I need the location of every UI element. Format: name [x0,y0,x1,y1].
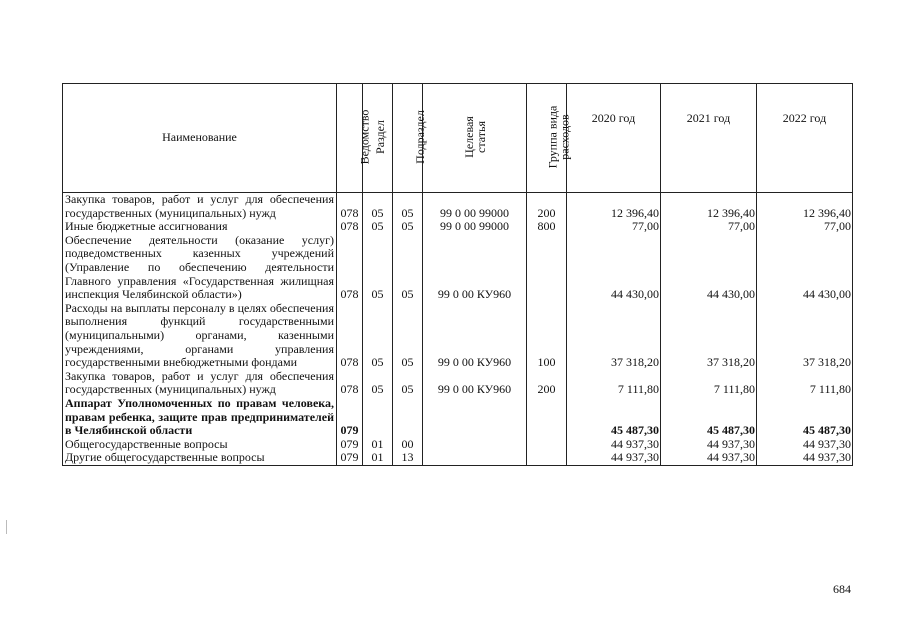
row-target: 99 0 00 КУ960 [423,302,527,370]
row-subsection: 05 [393,234,423,302]
row-2022: 77,00 [757,220,853,234]
row-2022: 12 396,40 [757,193,853,221]
row-subsection: 05 [393,370,423,397]
row-2021: 44 937,30 [661,451,757,465]
row-2022: 44 430,00 [757,234,853,302]
row-dept: 078 [337,220,363,234]
header-subsection: Подраздел [393,84,423,193]
page-number: 684 [833,582,851,596]
row-section [363,397,393,438]
row-dept: 078 [337,234,363,302]
row-section: 05 [363,370,393,397]
row-group [527,234,567,302]
row-2020: 12 396,40 [567,193,661,221]
row-target: 99 0 00 КУ960 [423,234,527,302]
table-row [63,302,853,370]
row-dept: 078 [337,193,363,221]
row-target: 99 0 00 КУ960 [423,370,527,397]
row-section: 01 [363,438,393,452]
row-name: Общегосударственные вопросы [63,438,337,452]
row-dept: 079 [337,438,363,452]
row-2022: 44 937,30 [757,438,853,452]
row-2020: 7 111,80 [567,370,661,397]
row-target [423,438,527,452]
row-group [527,397,567,438]
row-name: Другие общегосударственные вопросы [63,451,337,465]
row-2021: 37 318,20 [661,302,757,370]
row-name: Обеспечение деятельности (оказание услуг) подведомственных казенных учреждений (Управление по обеспечению деятельности Главного управления «Государственная жилищная инспекция Челябинской области») [63,234,337,302]
header-2020: 2020 год [567,84,661,193]
row-dept: 079 [337,451,363,465]
row-name: Расходы на выплаты персоналу в целях обеспечения выполнения функций государственными (муниципальными) органами, казенными учреждениями, органами управления государственными внебюджетными фондами [63,302,337,370]
row-section: 01 [363,451,393,465]
row-section: 05 [363,193,393,221]
row-subsection: 05 [393,220,423,234]
scan-edge-mark [6,520,7,534]
row-2020: 45 487,30 [567,397,661,438]
table-row [63,234,853,302]
row-group [527,451,567,465]
row-subsection: 13 [393,451,423,465]
row-group: 200 [527,193,567,221]
row-2021: 12 396,40 [661,193,757,221]
row-2021: 45 487,30 [661,397,757,438]
row-group [527,438,567,452]
header-target: Целевая статья [423,84,527,193]
header-dept: Ведомство [337,84,363,193]
row-section: 05 [363,302,393,370]
table-row [63,370,853,397]
row-name: Закупка товаров, работ и услуг для обеспечения государственных (муниципальных) нужд [63,370,337,397]
row-section: 05 [363,234,393,302]
row-dept: 078 [337,370,363,397]
row-subsection: 05 [393,302,423,370]
row-2022: 37 318,20 [757,302,853,370]
row-2022: 45 487,30 [757,397,853,438]
row-dept: 078 [337,302,363,370]
table-row [63,193,853,221]
row-2020: 44 430,00 [567,234,661,302]
row-2020: 44 937,30 [567,451,661,465]
row-target [423,451,527,465]
row-target: 99 0 00 99000 [423,193,527,221]
row-target [423,397,527,438]
row-name: Аппарат Уполномоченных по правам человека, правам ребенка, защите прав предпринимателей в Челябинской области [63,397,337,438]
row-group: 200 [527,370,567,397]
row-subsection: 00 [393,438,423,452]
row-target: 99 0 00 99000 [423,220,527,234]
row-name: Иные бюджетные ассигнования [63,220,337,234]
row-2021: 77,00 [661,220,757,234]
table-row [63,451,853,465]
table-row [63,397,853,438]
header-name: Наименование [63,84,337,193]
row-2020: 77,00 [567,220,661,234]
row-2021: 7 111,80 [661,370,757,397]
row-2021: 44 937,30 [661,438,757,452]
row-2020: 37 318,20 [567,302,661,370]
row-2020: 44 937,30 [567,438,661,452]
row-section: 05 [363,220,393,234]
header-2022: 2022 год [757,84,853,193]
row-2021: 44 430,00 [661,234,757,302]
row-subsection: 05 [393,193,423,221]
row-subsection [393,397,423,438]
row-2022: 7 111,80 [757,370,853,397]
table-row [63,438,853,452]
row-group: 100 [527,302,567,370]
table-row [63,220,853,234]
row-name: Закупка товаров, работ и услуг для обеспечения государственных (муниципальных) нужд [63,193,337,221]
row-group: 800 [527,220,567,234]
header-section: Раздел [363,84,393,193]
row-dept: 079 [337,397,363,438]
header-group: Группа вида расходов [527,84,567,193]
header-row [63,84,853,193]
row-2022: 44 937,30 [757,451,853,465]
header-2021: 2021 год [661,84,757,193]
budget-table [62,83,853,466]
